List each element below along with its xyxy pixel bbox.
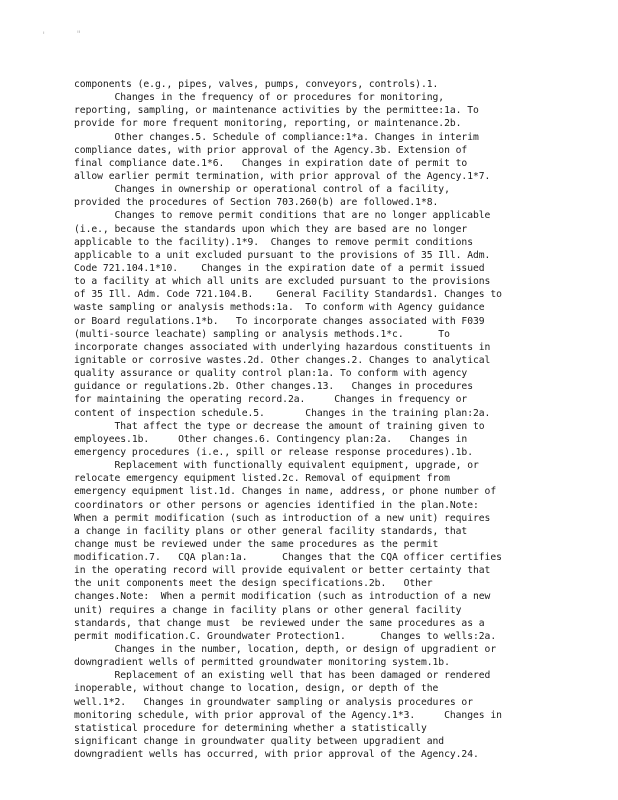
text-line: content of inspection schedule.5. Changes in the training plan:2a.	[74, 407, 491, 419]
text-line: inoperable, without change to location, design, or depth of the	[74, 683, 439, 695]
text-line: Changes to remove permit conditions that are no longer applicable	[74, 210, 491, 222]
text-line: Changes in the number, location, depth, or design of upgradient or	[74, 644, 497, 656]
text-line: Changes in the frequency of or procedures for monitoring,	[74, 92, 445, 104]
text-line: change must be reviewed under the same procedures as the permit	[74, 538, 439, 550]
text-line: reporting, sampling, or maintenance activities by the permittee:1a. To	[74, 105, 479, 117]
text-line: provide for more frequent monitoring, reporting, or maintenance.2b.	[74, 118, 462, 130]
scan-speck-mark: "	[76, 30, 82, 40]
text-line: (i.e., because the standards upon which they are based are no longer	[74, 223, 468, 235]
text-line: to a facility at which all units are excluded pursuant to the provisions	[74, 276, 491, 288]
text-line: unit) requires a change in facility plans or other general facility	[74, 604, 462, 616]
text-line: Changes in ownership or operational control of a facility,	[74, 184, 450, 196]
text-line: well.1*2. Changes in groundwater sampling or analysis procedures or	[74, 696, 473, 708]
text-line: allow earlier permit termination, with prior approval of the Agency.1*7.	[74, 170, 491, 182]
text-line: applicable to the facility).1*9. Changes to remove permit conditions	[74, 236, 473, 248]
document-body	[74, 78, 618, 761]
text-line: downgradient wells has occurred, with prior approval of the Agency.24.	[74, 749, 479, 761]
text-line: waste sampling or analysis methods:1a. To conform with Agency guidance	[74, 302, 485, 314]
text-line: of 35 Ill. Adm. Code 721.104.B. General Facility Standards1. Changes to	[74, 289, 502, 301]
text-line: the unit components meet the design specifications.2b. Other	[74, 578, 433, 590]
text-line: guidance or regulations.2b. Other changes.13. Changes in procedures	[74, 381, 473, 393]
text-line: relocate emergency equipment listed.2c. Removal of equipment from	[74, 473, 450, 485]
text-line: employees.1b. Other changes.6. Contingency plan:2a. Changes in	[74, 433, 468, 445]
text-line: downgradient wells of permitted groundwater monitoring system.1b.	[74, 657, 450, 669]
text-line: for maintaining the operating record.2a. Changes in frequency or	[74, 394, 468, 406]
text-line: permit modification.C. Groundwater Protection1. Changes to wells:2a.	[74, 630, 497, 642]
text-line: changes.Note: When a permit modification (such as introduction of a new	[74, 591, 491, 603]
text-line: monitoring schedule, with prior approval of the Agency.1*3. Changes in	[74, 709, 502, 721]
text-line: emergency equipment list.1d. Changes in name, address, or phone number of	[74, 486, 497, 498]
text-line: or Board regulations.1*b. To incorporate changes associated with F039	[74, 315, 485, 327]
text-line: ignitable or corrosive wastes.2d. Other changes.2. Changes to analytical	[74, 354, 491, 366]
text-line: (multi-source leachate) sampling or analysis methods.1*c. To	[74, 328, 450, 340]
text-line: components (e.g., pipes, valves, pumps, conveyors, controls).1.	[74, 79, 439, 90]
text-line: That affect the type or decrease the amount of training given to	[74, 420, 485, 432]
text-line: Other changes.5. Schedule of compliance:1*a. Changes in interim	[74, 131, 479, 143]
text-line: standards, that change must be reviewed under the same procedures as a	[74, 617, 485, 629]
text-line: a change in facility plans or other general facility standards, that	[74, 525, 468, 537]
text-line: applicable to a unit excluded pursuant to the provisions of 35 Ill. Adm.	[74, 249, 491, 261]
scan-speck-mark: '	[41, 31, 47, 41]
text-line: in the operating record will provide equivalent or better certainty that	[74, 565, 491, 577]
text-line: quality assurance or quality control plan:1a. To conform with agency	[74, 368, 468, 380]
text-line: statistical procedure for determining whether a statistically	[74, 722, 427, 734]
text-line: emergency procedures (i.e., spill or release response procedures).1b.	[74, 446, 473, 458]
text-line: coordinators or other persons or agencies identified in the plan.Note:	[74, 499, 479, 511]
text-line: significant change in groundwater quality between upgradient and	[74, 736, 445, 748]
text-line: incorporate changes associated with underlying hazardous constituents in	[74, 341, 491, 353]
text-line: provided the procedures of Section 703.260(b) are followed.1*8.	[74, 197, 439, 209]
text-line: Replacement with functionally equivalent equipment, upgrade, or	[74, 460, 479, 472]
text-line: final compliance date.1*6. Changes in expiration date of permit to	[74, 157, 468, 169]
text-line: compliance dates, with prior approval of the Agency.3b. Extension of	[74, 144, 468, 156]
text-line: modification.7. CQA plan:1a. Changes that the CQA officer certifies	[74, 552, 502, 564]
text-line: Replacement of an existing well that has been damaged or rendered	[74, 670, 491, 682]
text-line: Code 721.104.1*10. Changes in the expiration date of a permit issued	[74, 262, 485, 274]
text-line: When a permit modification (such as introduction of a new unit) requires	[74, 512, 491, 524]
